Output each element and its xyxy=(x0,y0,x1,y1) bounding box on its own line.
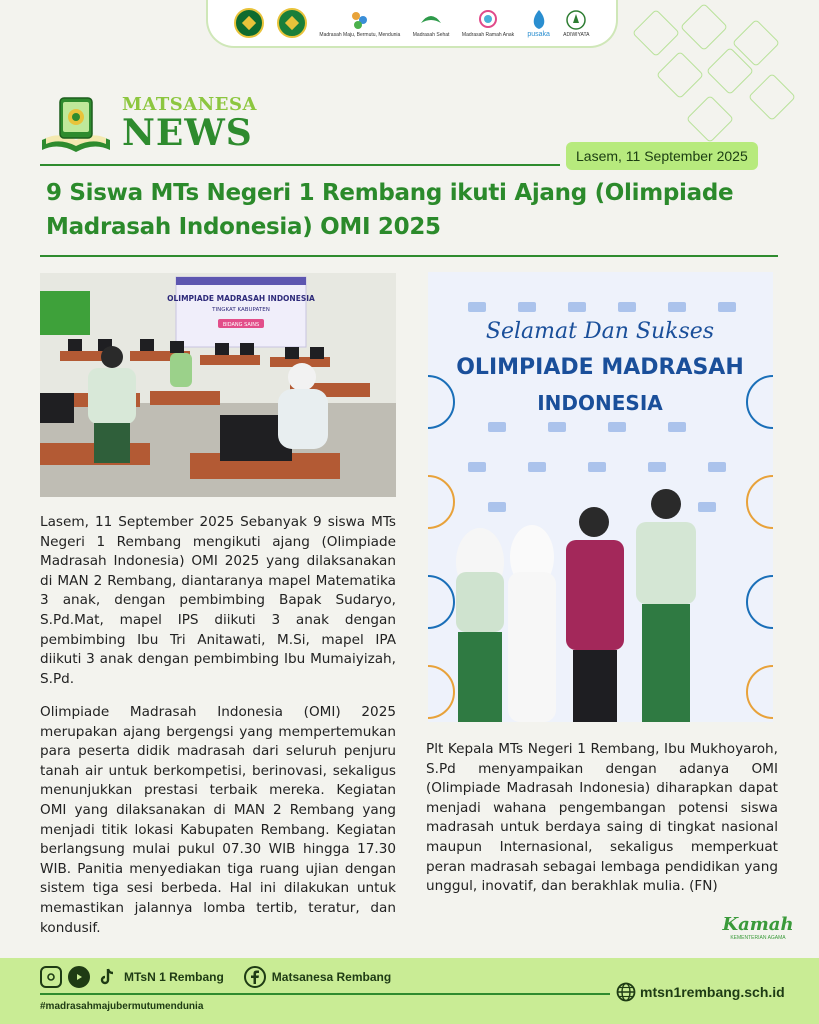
website-link[interactable] xyxy=(616,982,785,1002)
banner-tag: BIDANG SAINS xyxy=(222,322,260,328)
facebook-icon[interactable] xyxy=(244,966,266,988)
banner-line-1: OLIMPIADE MADRASAH xyxy=(456,355,744,380)
footer xyxy=(0,958,819,1024)
banner-greeting: Selamat Dan Sukses xyxy=(485,319,715,344)
facebook-account-label: Matsanesa Rembang xyxy=(271,970,392,984)
website-label: mtsn1rembang.sch.id xyxy=(640,984,785,1000)
partner-logo-bar xyxy=(206,0,618,48)
globe-icon xyxy=(616,982,636,1002)
decorative-pattern xyxy=(629,10,799,160)
youtube-icon[interactable] xyxy=(68,966,90,988)
paragraph-about-omi: Olimpiade Madrasah Indonesia (OMI) 2025 merupakan ajang bergengsi yang mempertemukan para peserta didik madrasah dari seluruh penjuru tanah air untuk berkompetisi, berinovasi, sekaligus menunjukkan prestasi terbaik mereka. Kegiatan OMI yang dilaksanakan di MAN 2 Rembang yang menjadi titik lokasi Kabupaten Rembang. Kegiatan berlangsung mulai pukul 07.30 WIB hingga 17.30 WIB. Panitia menyediakan tiga ruang ujian dengan sistem tiga sesi berbeda. Hal ini dilakukan untuk memastikan jalannya lomba tertib, teratur, dan kondusif. xyxy=(40,704,396,936)
banner-line-2: INDONESIA xyxy=(537,391,663,415)
social-account-label: MTsN 1 Rembang xyxy=(124,970,224,984)
photo-olympiad-banner xyxy=(428,272,773,722)
kemenag-logo xyxy=(234,8,264,38)
madrasah-ramah-anak-logo: Madrasah Ramah Anak xyxy=(462,9,514,38)
date-badge: Lasem, 11 September 2025 xyxy=(566,142,758,170)
adiwiyata-logo: ADIWIYATA xyxy=(563,9,589,38)
paragraph-intro: Lasem, 11 September 2025 Sebanyak 9 siswa MTs Negeri 1 Rembang mengikuti ajang (Olimpiade Madrasah Indonesia) OMI 2025 yang dilaksanakan di MAN 2 Rembang, diantaranya mapel Matematika 3 anak, dengan pembimbing Bapak Sudaryo, S.Pd.Mat, mapel IPS diikuti 3 anak dengan pembimbing Ibu Tri Anitawati, M.Si, mapel IPA diikuti 3 anak dengan pembimbing Ibu Mumaiyizah, S.Pd. xyxy=(40,514,396,687)
masthead xyxy=(40,92,270,160)
pusaka-logo: pusaka xyxy=(527,9,551,38)
divider xyxy=(40,993,610,995)
headline: 9 Siswa MTs Negeri 1 Rembang ikuti Ajang (Olimpiade Madrasah Indonesia) OMI 2025 xyxy=(46,180,734,240)
divider xyxy=(40,255,778,257)
photo-classroom xyxy=(40,273,396,497)
tiktok-icon[interactable] xyxy=(96,966,118,988)
social-row xyxy=(40,966,411,988)
book-tablet-icon xyxy=(40,96,112,156)
masthead-news: NEWS xyxy=(122,112,253,154)
madrasah-logo xyxy=(277,8,307,38)
paragraph-statement: Plt Kepala MTs Negeri 1 Rembang, Ibu Mukhoyaroh, S.Pd menyampaikan dengan adanya OMI (Olimpiade Madrasah Indonesia) diharapkan dapat menjadi wahana pengembangan potensi siswa madrasah untuk berdaya saing di tingkat nasional maupun Internasional, sekaligus memperkuat peran madrasah sebagai lembaga pendidikan yang unggul, inovatif, dan berakhlak mulia. (FN) xyxy=(426,741,778,895)
madrasah-sehat-logo: Madrasah Sehat xyxy=(413,9,450,38)
banner-title: OLIMPIADE MADRASAH INDONESIA xyxy=(167,294,315,303)
instagram-icon[interactable] xyxy=(40,966,62,988)
madrasah-maju-logo: Madrasah Maju, Bermutu, Mendunia xyxy=(319,9,400,38)
hashtag: #madrasahmajubermutumendunia xyxy=(40,1001,204,1012)
masthead-top: MATSANESA xyxy=(122,94,257,115)
kamah-logo: Kamah KEMENTERIAN AGAMA xyxy=(722,914,794,941)
divider xyxy=(40,164,560,166)
banner-subtitle: TINGKAT KABUPATEN xyxy=(212,307,270,313)
